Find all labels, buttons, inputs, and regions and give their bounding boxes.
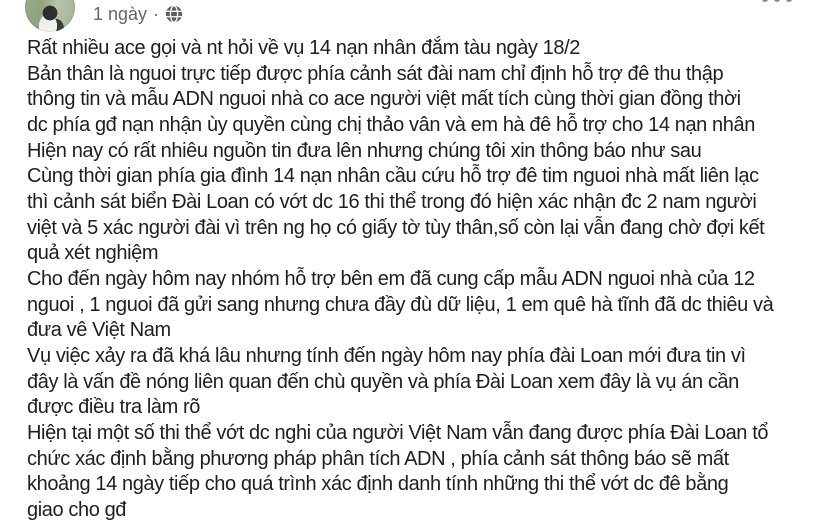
post-header [0, 0, 828, 36]
ellipsis-dot [762, 0, 768, 2]
post-text-line: Hiện nay có rất nhiêu nguồn tin đưa lên nhưng chúng tôi xin thông báo như sau [27, 139, 702, 162]
avatar[interactable] [25, 0, 75, 32]
post-text-line: quả xét nghiệm [27, 242, 159, 265]
post-meta [93, 3, 183, 25]
post-text-line: thông tin và mẫu ADN nguoi nhà co ace người việt mất tích cùng thời gian đồng thời [27, 88, 741, 111]
post-text-line: Bản thân là nguoi trực tiếp được phía cảnh sát đài nam chỉ định hỗ trợ đê thu thập [27, 62, 724, 85]
post-text-line: Vụ việc xảy ra đã khá lâu nhưng tính đến ngày hôm nay phía đài Loan mới đưa tin vì [27, 344, 746, 367]
more-options-button[interactable] [762, 0, 792, 2]
post-text-line: việt và 5 xác người đài vì trên ng họ có giấy tờ tùy thân,số còn lại vẫn đang chờ đợi kết [27, 216, 765, 239]
post-text-line: nguoi , 1 nguoi đã gửi sang nhưng chưa đầy đù dữ liệu, 1 em quê hà tĩnh đã dc thiêu và [27, 293, 774, 316]
ellipsis-dot [774, 0, 780, 2]
post-text-line: Cho đến ngày hôm nay nhóm hỗ trợ bên em đã cung cấp mẫu ADN nguoi nhà của 12 [27, 267, 755, 290]
globe-public-icon [165, 5, 183, 23]
meta-separator: · [153, 4, 160, 24]
post-text-line: được điều tra làm rõ [27, 396, 201, 419]
post-text-line: thì cảnh sát biển Đài Loan có vớt dc 16 thi thể trong đó hiện xác nhận đc 2 nam người [27, 190, 757, 213]
post-content [27, 36, 828, 523]
post-text-line: Rất nhiều ace gọi và nt hỏi về vụ 14 nạn nhân đắm tàu ngày 18/2 [27, 37, 580, 59]
post-text-line: giao cho gđ [27, 498, 127, 521]
post-text-line: Cùng thời gian phía gia đình 14 nạn nhân cầu cứu hỗ trợ đê tim nguoi nhà mất liên lạc [27, 165, 759, 188]
post-text-line: khoảng 14 ngày tiếp cho quá trình xác định danh tính những thi thể vớt dc đê bằng [27, 473, 729, 496]
post-timestamp[interactable]: 1 ngày [93, 4, 148, 24]
ellipsis-dot [786, 0, 792, 2]
post-text-line: dc phía gđ nạn nhận ùy quyền cùng chị thảo vân và em hà đê hỗ trợ cho 14 nạn nhân [27, 113, 755, 136]
post-text-line: chức xác định bằng phương pháp phân tích ADN , phía cảnh sát thông báo sẽ mất [27, 447, 729, 470]
post-text-line: đây là vấn đề nóng liên quan đến chù quyền và phía Đài Loan xem đây là vụ án cần [27, 370, 739, 393]
post-text-line: đưa vê Việt Nam [27, 319, 171, 342]
post-text-line: Hiện tại một số thi thể vớt dc nghi của người Việt Nam vẫn đang được phía Đài Loan tổ [27, 421, 769, 444]
